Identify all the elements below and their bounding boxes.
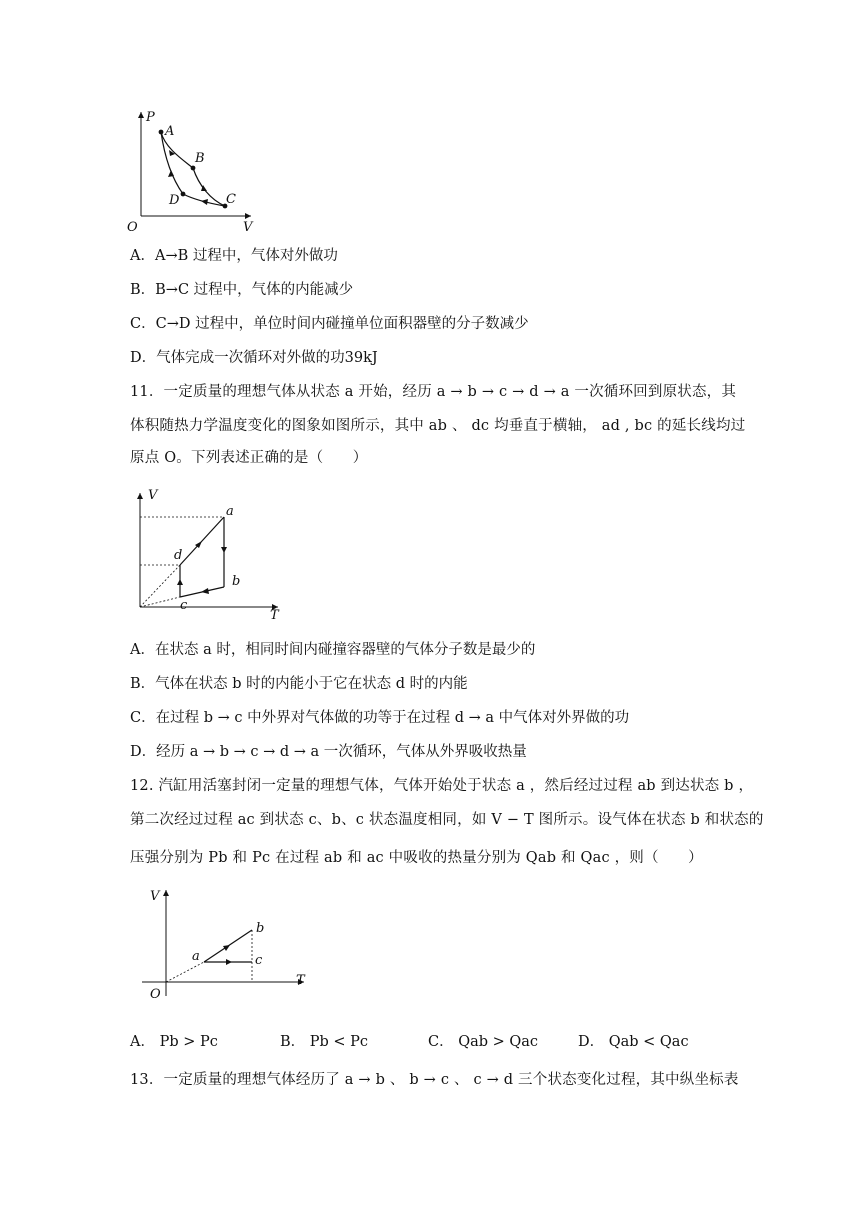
point-d-label: d bbox=[174, 548, 183, 563]
q12-option-d: D． Qab < Qac bbox=[578, 1034, 689, 1050]
point-a-label: a bbox=[192, 949, 200, 964]
q12-option-b: B． Pb < Pc bbox=[280, 1034, 369, 1050]
q12-options-row bbox=[130, 1030, 770, 1054]
q12-stem-line-1: 12. 汽缸用活塞封闭一定量的理想气体，气体开始处于状态 a ，然后经过过程 ab 到达状态 b ， bbox=[130, 778, 754, 794]
point-d-label: D bbox=[169, 193, 180, 208]
q12-option-a: A． Pb > Pc bbox=[130, 1034, 218, 1050]
q11-stem-line-2: 体积随热力学温度变化的图象如图所示，其中 ab 、 dc 均垂直于横轴， ad , bc 的延长线均过 bbox=[130, 418, 746, 434]
q11-option-a: A．在状态 a 时，相同时间内碰撞容器壁的气体分子数是最少的 bbox=[130, 642, 536, 658]
q11-option-c: C．在过程 b → c 中外界对气体做的功等于在过程 d → a 中气体对外界做的功 bbox=[130, 710, 630, 726]
pv-cycle-figure bbox=[125, 108, 255, 234]
q11-option-d: D．经历 a → b → c → d → a 一次循环，气体从外界吸收热量 bbox=[130, 744, 527, 760]
point-b-label: b bbox=[232, 574, 241, 589]
origin-label: O bbox=[127, 220, 138, 235]
point-c-label: C bbox=[226, 192, 236, 207]
point-b-label: b bbox=[256, 921, 265, 936]
point-a-label: A bbox=[165, 124, 175, 139]
point-b-label: B bbox=[195, 151, 205, 166]
q12-option-c: C． Qab > Qac bbox=[428, 1034, 539, 1050]
axis-t-label: T bbox=[270, 608, 279, 623]
axis-p-label: P bbox=[146, 110, 155, 125]
q10-option-b: B．B→C 过程中，气体的内能减少 bbox=[130, 282, 354, 298]
q11-option-b: B．气体在状态 b 时的内能小于它在状态 d 时的内能 bbox=[130, 676, 468, 692]
axis-v-label: V bbox=[148, 488, 158, 503]
axis-t-label: T bbox=[296, 973, 305, 988]
q10-option-c: C．C→D 过程中，单位时间内碰撞单位面积器壁的分子数减少 bbox=[130, 316, 529, 332]
axis-v-label: V bbox=[243, 220, 253, 235]
q13-stem-line-1: 13．一定质量的理想气体经历了 a → b 、 b → c 、 c → d 三个状态变化过程，其中纵坐标表 bbox=[130, 1072, 739, 1088]
q10-option-d: D．气体完成一次循环对外做的功39kJ bbox=[130, 350, 378, 366]
point-a-label: a bbox=[226, 504, 234, 519]
q10-option-a: A．A→B 过程中，气体对外做功 bbox=[130, 248, 338, 264]
point-c-label: c bbox=[180, 598, 188, 613]
q12-stem-line-2: 第二次经过过程 ac 到状态 c、b、c 状态温度相同，如 V − T 图所示。设气体在状态 b 和状态的 bbox=[130, 812, 764, 828]
axis-v-label: V bbox=[150, 889, 160, 904]
q11-stem-line-3: 原点 O。下列表述正确的是（ ） bbox=[130, 450, 368, 466]
q12-stem-line-3: 压强分别为 Pb 和 Pc 在过程 ab 和 ac 中吸收的热量分别为 Qab 和 Qac ，则（ ） bbox=[130, 850, 703, 866]
q11-stem-line-1: 11．一定质量的理想气体从状态 a 开始，经历 a → b → c → d → a 一次循环回到原状态，其 bbox=[130, 384, 737, 400]
origin-label: O bbox=[150, 987, 161, 1002]
vt-cycle-figure bbox=[128, 487, 288, 622]
point-c-label: c bbox=[255, 953, 263, 968]
vt-process-figure bbox=[140, 884, 315, 1004]
